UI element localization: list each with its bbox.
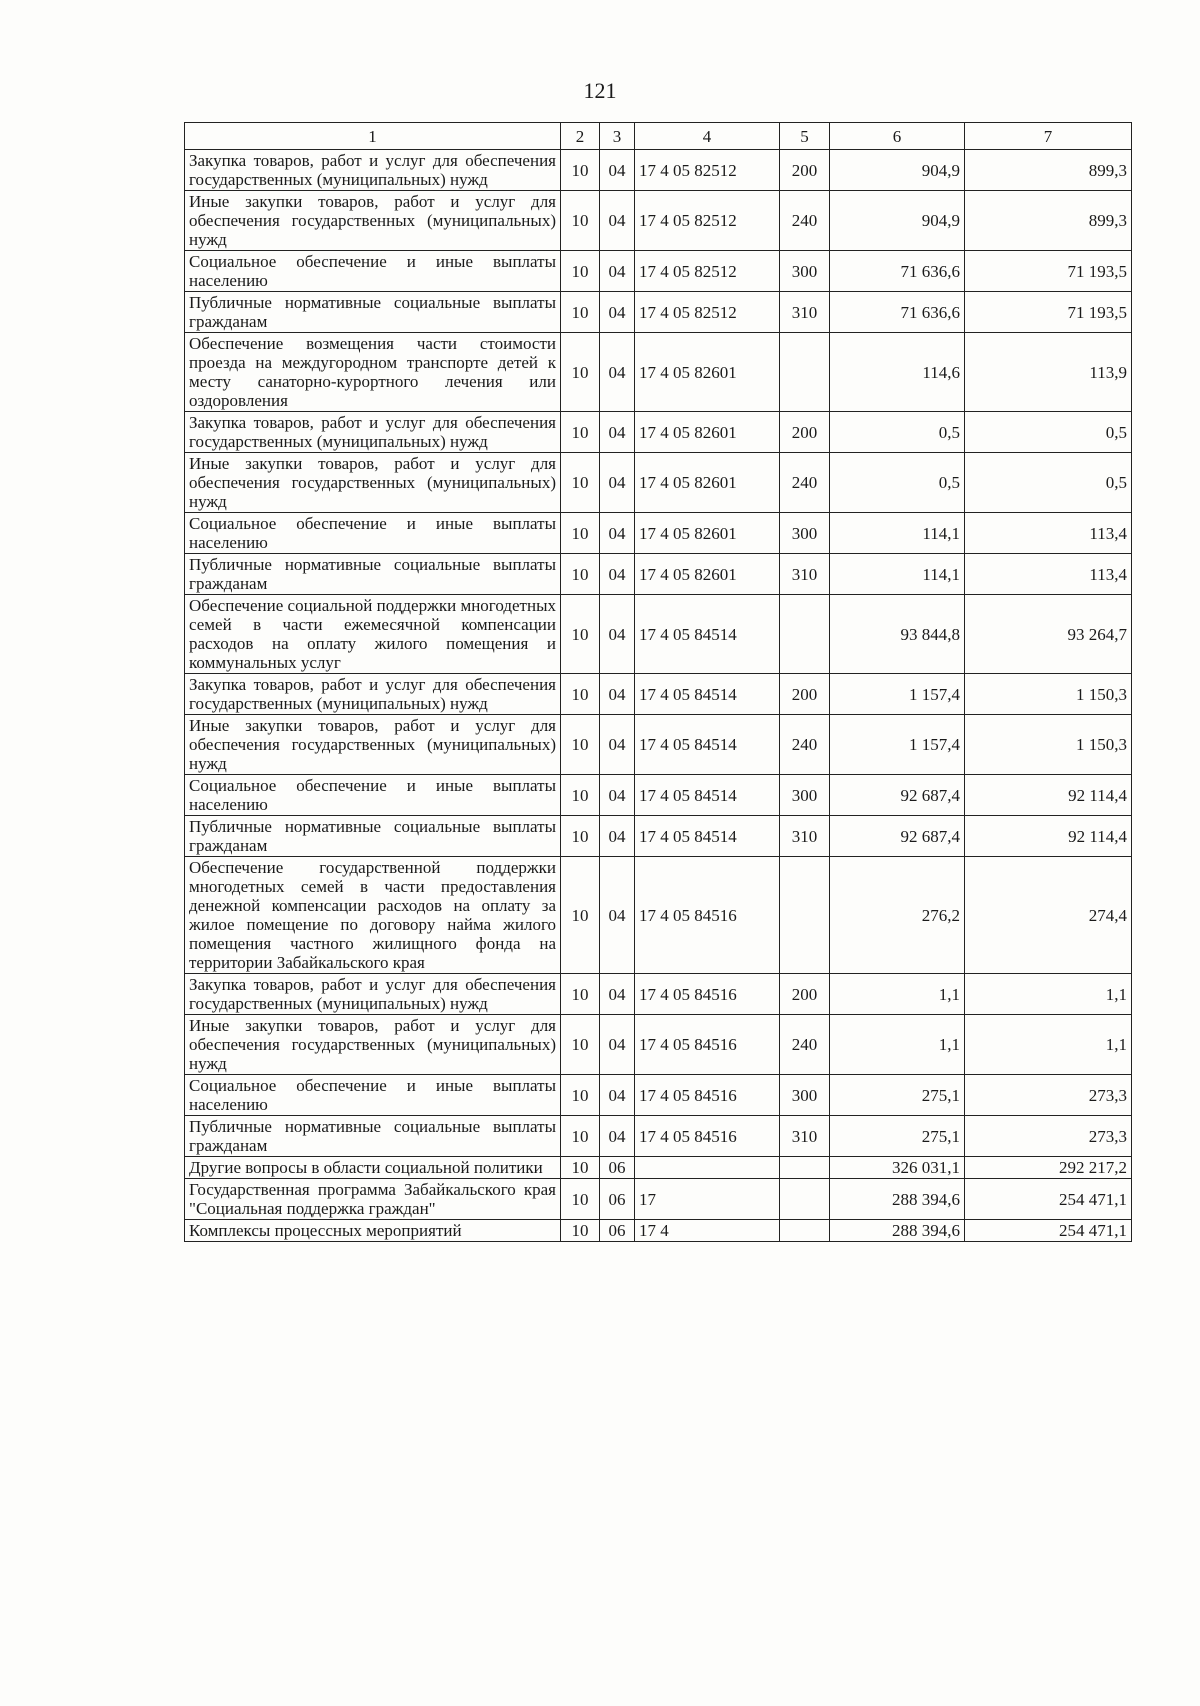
row-amount-1-cell: 904,9 [830, 150, 965, 191]
col-header-1: 1 [185, 123, 561, 150]
table-row [185, 1157, 1132, 1179]
table-row [185, 1015, 1132, 1075]
row-name-cell: Публичные нормативные социальные выплаты гражданам [185, 292, 561, 333]
row-amount-2-cell: 254 471,1 [965, 1179, 1132, 1220]
table-row [185, 292, 1132, 333]
row-amount-2-cell: 273,3 [965, 1075, 1132, 1116]
row-amount-1-cell: 276,2 [830, 857, 965, 974]
row-target-article-cell: 17 4 [635, 1220, 780, 1242]
row-target-article-cell: 17 4 05 82601 [635, 513, 780, 554]
row-name-cell: Другие вопросы в области социальной политики [185, 1157, 561, 1179]
table-row [185, 974, 1132, 1015]
row-expense-type-cell: 240 [780, 715, 830, 775]
row-section-cell: 10 [561, 251, 600, 292]
row-target-article-cell: 17 4 05 84514 [635, 595, 780, 674]
row-section-cell: 10 [561, 595, 600, 674]
row-subsection-cell: 04 [600, 191, 635, 251]
table-row [185, 191, 1132, 251]
row-amount-2-cell: 899,3 [965, 191, 1132, 251]
row-expense-type-cell [780, 1179, 830, 1220]
row-name-cell: Государственная программа Забайкальского края "Социальная поддержка граждан" [185, 1179, 561, 1220]
table-row [185, 333, 1132, 412]
row-target-article-cell: 17 4 05 82512 [635, 251, 780, 292]
row-amount-1-cell: 288 394,6 [830, 1220, 965, 1242]
row-expense-type-cell: 300 [780, 251, 830, 292]
row-amount-2-cell: 92 114,4 [965, 775, 1132, 816]
row-amount-1-cell: 92 687,4 [830, 775, 965, 816]
table-row [185, 251, 1132, 292]
header-row [185, 123, 1132, 150]
table-row [185, 150, 1132, 191]
row-name-cell: Иные закупки товаров, работ и услуг для обеспечения государственных (муниципальных) нужд [185, 1015, 561, 1075]
row-section-cell: 10 [561, 674, 600, 715]
row-expense-type-cell: 240 [780, 1015, 830, 1075]
row-amount-1-cell: 288 394,6 [830, 1179, 965, 1220]
row-amount-2-cell: 292 217,2 [965, 1157, 1132, 1179]
row-target-article-cell: 17 4 05 82601 [635, 554, 780, 595]
budget-table [184, 122, 1132, 1242]
table-row [185, 1075, 1132, 1116]
row-amount-2-cell: 71 193,5 [965, 292, 1132, 333]
row-name-cell: Публичные нормативные социальные выплаты гражданам [185, 816, 561, 857]
row-section-cell: 10 [561, 1220, 600, 1242]
row-subsection-cell: 04 [600, 453, 635, 513]
row-section-cell: 10 [561, 554, 600, 595]
row-name-cell: Обеспечение социальной поддержки многодетных семей в части ежемесячной компенсации расходов на оплату жилого помещения и коммунальных услуг [185, 595, 561, 674]
col-header-4: 4 [635, 123, 780, 150]
table-row [185, 775, 1132, 816]
row-amount-2-cell: 71 193,5 [965, 251, 1132, 292]
row-target-article-cell: 17 4 05 84516 [635, 1116, 780, 1157]
row-amount-1-cell: 326 031,1 [830, 1157, 965, 1179]
row-expense-type-cell: 300 [780, 513, 830, 554]
row-target-article-cell: 17 4 05 84516 [635, 974, 780, 1015]
row-amount-2-cell: 254 471,1 [965, 1220, 1132, 1242]
row-amount-2-cell: 899,3 [965, 150, 1132, 191]
row-section-cell: 10 [561, 1157, 600, 1179]
row-expense-type-cell: 300 [780, 1075, 830, 1116]
col-header-6: 6 [830, 123, 965, 150]
row-name-cell: Социальное обеспечение и иные выплаты населению [185, 513, 561, 554]
row-amount-1-cell: 1,1 [830, 974, 965, 1015]
row-subsection-cell: 04 [600, 674, 635, 715]
row-expense-type-cell [780, 595, 830, 674]
row-name-cell: Социальное обеспечение и иные выплаты населению [185, 1075, 561, 1116]
row-target-article-cell: 17 [635, 1179, 780, 1220]
row-name-cell: Закупка товаров, работ и услуг для обеспечения государственных (муниципальных) нужд [185, 974, 561, 1015]
row-target-article-cell: 17 4 05 82512 [635, 150, 780, 191]
row-name-cell: Публичные нормативные социальные выплаты гражданам [185, 554, 561, 595]
row-amount-2-cell: 0,5 [965, 412, 1132, 453]
row-amount-1-cell: 0,5 [830, 412, 965, 453]
row-amount-1-cell: 1,1 [830, 1015, 965, 1075]
row-target-article-cell: 17 4 05 82601 [635, 333, 780, 412]
col-header-2: 2 [561, 123, 600, 150]
row-amount-2-cell: 1,1 [965, 974, 1132, 1015]
row-subsection-cell: 04 [600, 513, 635, 554]
col-header-5: 5 [780, 123, 830, 150]
row-target-article-cell: 17 4 05 82601 [635, 412, 780, 453]
row-expense-type-cell: 240 [780, 453, 830, 513]
row-target-article-cell: 17 4 05 82512 [635, 191, 780, 251]
table-row [185, 513, 1132, 554]
row-subsection-cell: 04 [600, 150, 635, 191]
row-subsection-cell: 04 [600, 775, 635, 816]
row-subsection-cell: 04 [600, 251, 635, 292]
table-row [185, 412, 1132, 453]
row-expense-type-cell: 300 [780, 775, 830, 816]
row-target-article-cell: 17 4 05 84514 [635, 674, 780, 715]
row-amount-1-cell: 71 636,6 [830, 292, 965, 333]
row-subsection-cell: 04 [600, 857, 635, 974]
row-amount-1-cell: 93 844,8 [830, 595, 965, 674]
table-row [185, 1116, 1132, 1157]
row-amount-1-cell: 114,6 [830, 333, 965, 412]
row-section-cell: 10 [561, 1015, 600, 1075]
row-name-cell: Социальное обеспечение и иные выплаты населению [185, 775, 561, 816]
table-body [185, 150, 1132, 1242]
row-amount-1-cell: 71 636,6 [830, 251, 965, 292]
table-row [185, 674, 1132, 715]
row-subsection-cell: 04 [600, 1116, 635, 1157]
row-name-cell: Публичные нормативные социальные выплаты гражданам [185, 1116, 561, 1157]
row-name-cell: Комплексы процессных мероприятий [185, 1220, 561, 1242]
row-name-cell: Иные закупки товаров, работ и услуг для обеспечения государственных (муниципальных) нужд [185, 453, 561, 513]
table-row [185, 857, 1132, 974]
row-subsection-cell: 04 [600, 554, 635, 595]
row-amount-2-cell: 93 264,7 [965, 595, 1132, 674]
row-expense-type-cell [780, 1157, 830, 1179]
row-target-article-cell: 17 4 05 84516 [635, 1075, 780, 1116]
row-expense-type-cell: 310 [780, 816, 830, 857]
row-expense-type-cell [780, 1220, 830, 1242]
row-target-article-cell [635, 1157, 780, 1179]
row-expense-type-cell [780, 333, 830, 412]
row-section-cell: 10 [561, 974, 600, 1015]
row-section-cell: 10 [561, 715, 600, 775]
row-amount-1-cell: 0,5 [830, 453, 965, 513]
row-section-cell: 10 [561, 513, 600, 554]
row-expense-type-cell [780, 857, 830, 974]
row-expense-type-cell: 200 [780, 150, 830, 191]
row-subsection-cell: 04 [600, 412, 635, 453]
row-amount-2-cell: 113,4 [965, 513, 1132, 554]
page-number: 121 [583, 78, 617, 103]
row-section-cell: 10 [561, 816, 600, 857]
row-amount-2-cell: 0,5 [965, 453, 1132, 513]
table-row [185, 715, 1132, 775]
row-section-cell: 10 [561, 1179, 600, 1220]
row-expense-type-cell: 200 [780, 674, 830, 715]
col-header-7: 7 [965, 123, 1132, 150]
row-subsection-cell: 04 [600, 974, 635, 1015]
row-subsection-cell: 06 [600, 1157, 635, 1179]
row-target-article-cell: 17 4 05 82601 [635, 453, 780, 513]
table-row [185, 453, 1132, 513]
row-expense-type-cell: 200 [780, 974, 830, 1015]
row-name-cell: Социальное обеспечение и иные выплаты населению [185, 251, 561, 292]
row-section-cell: 10 [561, 453, 600, 513]
row-amount-1-cell: 92 687,4 [830, 816, 965, 857]
row-target-article-cell: 17 4 05 84514 [635, 775, 780, 816]
table-row [185, 1220, 1132, 1242]
table-row [185, 816, 1132, 857]
row-expense-type-cell: 240 [780, 191, 830, 251]
row-target-article-cell: 17 4 05 84514 [635, 816, 780, 857]
row-section-cell: 10 [561, 333, 600, 412]
row-amount-1-cell: 1 157,4 [830, 715, 965, 775]
row-amount-2-cell: 92 114,4 [965, 816, 1132, 857]
row-subsection-cell: 04 [600, 715, 635, 775]
row-name-cell: Закупка товаров, работ и услуг для обеспечения государственных (муниципальных) нужд [185, 150, 561, 191]
row-subsection-cell: 04 [600, 1075, 635, 1116]
row-target-article-cell: 17 4 05 84514 [635, 715, 780, 775]
row-amount-1-cell: 904,9 [830, 191, 965, 251]
row-name-cell: Обеспечение государственной поддержки многодетных семей в части предоставления денежной компенсации расходов на оплату за жилое помещение по договору найма жилого помещения частного жилищного фонда на территории Забайкальского края [185, 857, 561, 974]
row-amount-1-cell: 114,1 [830, 554, 965, 595]
row-amount-1-cell: 114,1 [830, 513, 965, 554]
row-section-cell: 10 [561, 857, 600, 974]
row-expense-type-cell: 310 [780, 1116, 830, 1157]
row-amount-1-cell: 275,1 [830, 1075, 965, 1116]
row-name-cell: Закупка товаров, работ и услуг для обеспечения государственных (муниципальных) нужд [185, 674, 561, 715]
row-section-cell: 10 [561, 1116, 600, 1157]
row-expense-type-cell: 310 [780, 292, 830, 333]
row-section-cell: 10 [561, 412, 600, 453]
table-row [185, 595, 1132, 674]
row-name-cell: Иные закупки товаров, работ и услуг для обеспечения государственных (муниципальных) нужд [185, 715, 561, 775]
row-target-article-cell: 17 4 05 82512 [635, 292, 780, 333]
row-amount-2-cell: 1,1 [965, 1015, 1132, 1075]
row-section-cell: 10 [561, 775, 600, 816]
row-amount-2-cell: 273,3 [965, 1116, 1132, 1157]
row-section-cell: 10 [561, 191, 600, 251]
row-name-cell: Закупка товаров, работ и услуг для обеспечения государственных (муниципальных) нужд [185, 412, 561, 453]
row-amount-2-cell: 274,4 [965, 857, 1132, 974]
row-amount-1-cell: 275,1 [830, 1116, 965, 1157]
row-section-cell: 10 [561, 292, 600, 333]
table-row [185, 1179, 1132, 1220]
table-row [185, 554, 1132, 595]
row-section-cell: 10 [561, 150, 600, 191]
col-header-3: 3 [600, 123, 635, 150]
row-name-cell: Обеспечение возмещения части стоимости проезда на междугородном транспорте детей к месту санаторно-курортного лечения или оздоровления [185, 333, 561, 412]
row-name-cell: Иные закупки товаров, работ и услуг для обеспечения государственных (муниципальных) нужд [185, 191, 561, 251]
row-target-article-cell: 17 4 05 84516 [635, 1015, 780, 1075]
row-section-cell: 10 [561, 1075, 600, 1116]
row-amount-2-cell: 1 150,3 [965, 674, 1132, 715]
row-subsection-cell: 04 [600, 1015, 635, 1075]
row-amount-2-cell: 113,9 [965, 333, 1132, 412]
row-target-article-cell: 17 4 05 84516 [635, 857, 780, 974]
row-subsection-cell: 04 [600, 595, 635, 674]
row-subsection-cell: 06 [600, 1179, 635, 1220]
row-amount-2-cell: 113,4 [965, 554, 1132, 595]
row-subsection-cell: 04 [600, 292, 635, 333]
row-subsection-cell: 04 [600, 333, 635, 412]
row-amount-1-cell: 1 157,4 [830, 674, 965, 715]
row-subsection-cell: 06 [600, 1220, 635, 1242]
row-amount-2-cell: 1 150,3 [965, 715, 1132, 775]
row-expense-type-cell: 200 [780, 412, 830, 453]
row-subsection-cell: 04 [600, 816, 635, 857]
row-expense-type-cell: 310 [780, 554, 830, 595]
